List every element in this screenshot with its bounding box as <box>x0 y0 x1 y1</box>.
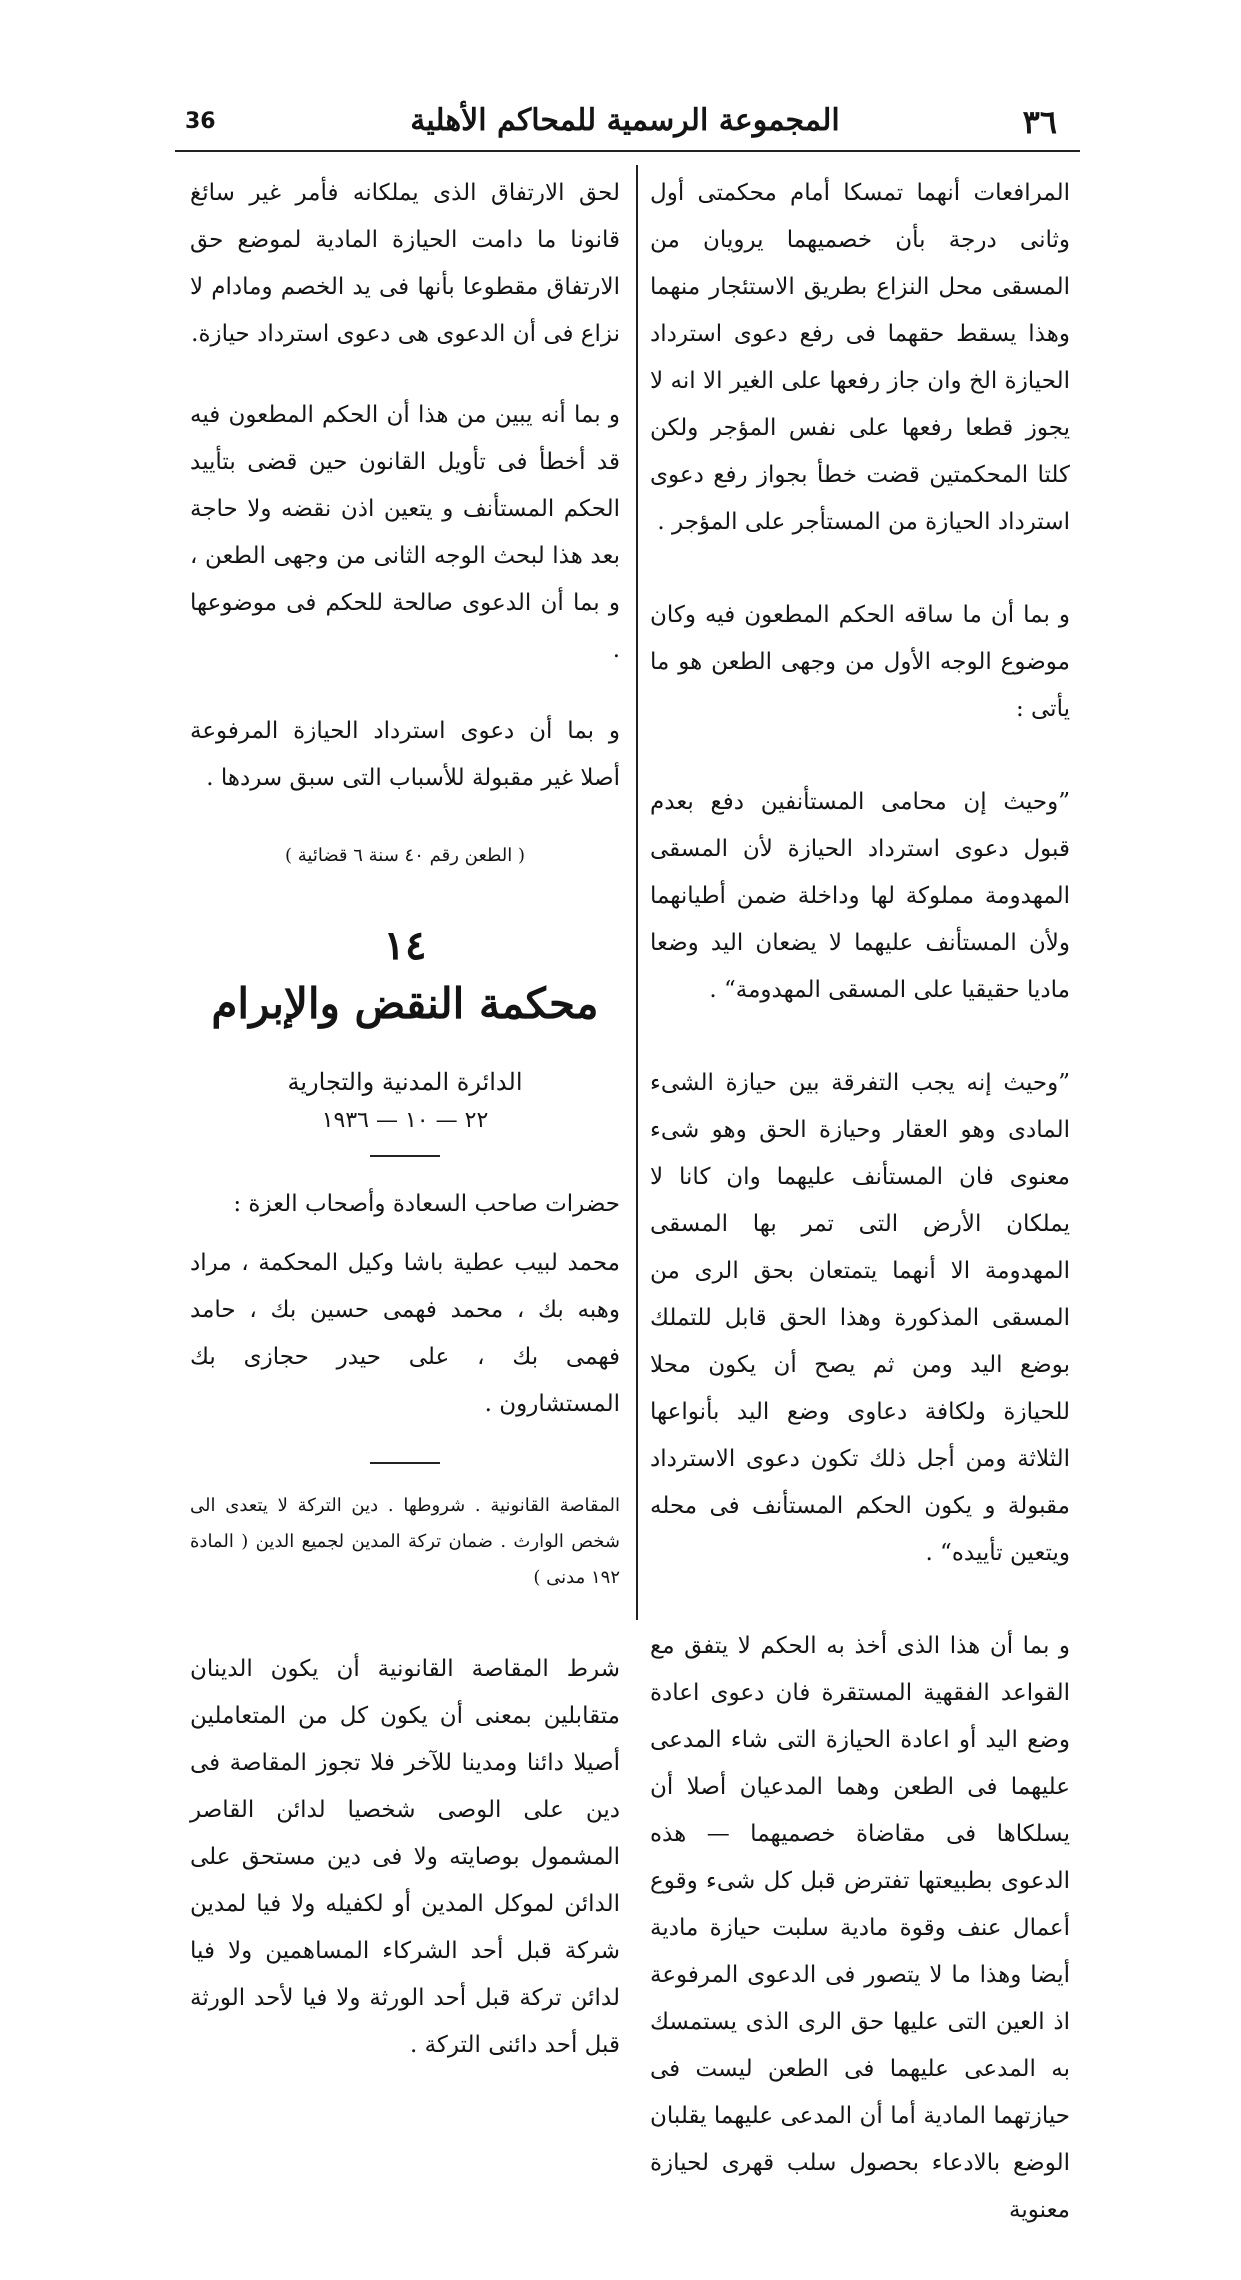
case-number: ١٤ <box>383 922 427 969</box>
paragraph: و بما أن هذا الذى أخذ به الحكم لا يتفق مع القواعد الفقهية المستقرة فان دعوى اعادة وضع اليد أو اعادة الحيازة التى شاء المدعى عليهما فى الطعن وهما المدعيان أصلا أن يسلكاها فى مقاضاة خصميهما — هذه الدعوى بطبيعتها تفترض قبل كل شىء وقوع أعمال عنف وقوة مادية سلبت حيازة مادية أيضا وهذا ما لا يتصور فى الدعوى المرفوعة اذ العين التى عليها حق الرى الذى يستمسك به المدعى عليهما فى الطعن ليست فى حيازتهما المادية أما أن المدعى عليهما يقلبان الوضع بالادعاء بحصول سلب قهرى لحيازة معنوية <box>650 1633 1070 2223</box>
ruling-date: ٢٢ — ١٠ — ١٩٣٦ <box>321 1108 489 1133</box>
page-number-latin: 36 <box>185 109 216 134</box>
header-rule <box>175 150 1080 152</box>
page-number-arabic: ٣٦ <box>1022 103 1057 141</box>
page-header <box>175 95 1075 145</box>
ruling-body: شرط المقاصة القانونية أن يكون الدينان متقابلين بمعنى أن يكون كل من المتعاملين أصيلا دائنا ومدينا للآخر فلا تجوز المقاصة فى دين على الوصى شخصيا لدائن القاصر المشمول بوصايته ولا فى دين مستحق على الدائن لموكل المدين أو لكفيله ولا فيا لمدين شركة قبل أحد الشركاء المساهمين ولا فيا لدائن تركة قبل أحد الورثة ولا فيا لأحد الورثة قبل أحد دائنى التركة . <box>190 1656 620 2058</box>
attendees-title: حضرات صاحب السعادة وأصحاب العزة : <box>233 1191 620 1217</box>
section-rule <box>370 1462 440 1464</box>
paragraph: لحق الارتفاق الذى يملكانه فأمر غير سائغ قانونا ما دامت الحيازة المادية لموضع حق الارتفاق مقطوعا بأنها فى يد الخصم ومادام لا نزاع فى أن الدعوى هى دعوى استرداد حيازة. <box>190 180 620 347</box>
paragraph: المرافعات أنهما تمسكا أمام محكمتى أول وثانى درجة بأن خصميهما يرويان من المسقى محل النزاع بطريق الاستئجار منهما وهذا يسقط حقهما فى رفع دعوى استرداد الحيازة الخ وان جاز رفعها على الغير الا انه لا يجوز قطعا رفعها على نفس المؤجر ولكن كلتا المحكمتين قضت خطأ بجواز رفع دعوى استرداد الحيازة من المستأجر على المؤجر . <box>650 180 1070 535</box>
left-column <box>190 170 620 2103</box>
paragraph: ”وحيث إن محامى المستأنفين دفع بعدم قبول دعوى استرداد الحيازة لأن المسقى المهدومة مملوكة لها وداخلة ضمن أطيانهما ولأن المستأنف عليهما لا يضعان اليد وضعا ماديا حقيقيا على المسقى المهدومة“ . <box>650 789 1070 1003</box>
case-reference: ( الطعن رقم ٤٠ سنة ٦ قضائية ) <box>285 845 525 866</box>
circuit-name: الدائرة المدنية والتجارية <box>287 1068 523 1096</box>
court-name: محكمة النقض والإبرام <box>211 979 599 1028</box>
paragraph: و بما أن ما ساقه الحكم المطعون فيه وكان موضوع الوجه الأول من وجهى الطعن هو ما يأتى : <box>650 602 1070 722</box>
attendees-list: محمد لبيب عطية باشا وكيل المحكمة ، مراد وهبه بك ، محمد فهمى حسين بك ، حامد فهمى بك ، على حيدر حجازى بك المستشارون . <box>190 1250 620 1417</box>
legal-summary: المقاصة القانونية . شروطها . دين التركة لا يتعدى الى شخص الوارث . ضمان تركة المدين لجميع الدين ( المادة ١٩٢ مدنى ) <box>190 1495 620 1588</box>
section-rule <box>370 1155 440 1157</box>
paragraph: و بما أنه يبين من هذا أن الحكم المطعون فيه قد أخطأ فى تأويل القانون حين قضى بتأييد الحكم المستأنف و يتعين اذن نقضه ولا حاجة بعد هذا لبحث الوجه الثانى من وجهى الطعن ، و بما أن الدعوى صالحة للحكم فى موضوعها . <box>190 402 620 663</box>
journal-title: المجموعة الرسمية للمحاكم الأهلية <box>410 103 840 138</box>
paragraph: ”وحيث إنه يجب التفرقة بين حيازة الشىء المادى وهو العقار وحيازة الحق وهو شىء معنوى فان المستأنف عليهما وان كانا لا يملكان الأرض التى تمر بها المسقى المهدومة الا أنهما يتمتعان بحق الرى من المسقى المذكورة وهذا الحق قابل للتملك بوضع اليد ومن ثم يصح أن يكون محلا للحيازة ولكافة دعاوى وضع اليد بأنواعها الثلاثة ومن أجل ذلك تكون دعوى الاسترداد مقبولة و يكون الحكم المستأنف فى محله ويتعين تأييده“ . <box>650 1070 1070 1566</box>
right-column <box>650 170 1070 2280</box>
paragraph: و بما أن دعوى استرداد الحيازة المرفوعة أصلا غير مقبولة للأسباب التى سبق سردها . <box>190 718 620 791</box>
column-divider <box>636 165 638 1620</box>
